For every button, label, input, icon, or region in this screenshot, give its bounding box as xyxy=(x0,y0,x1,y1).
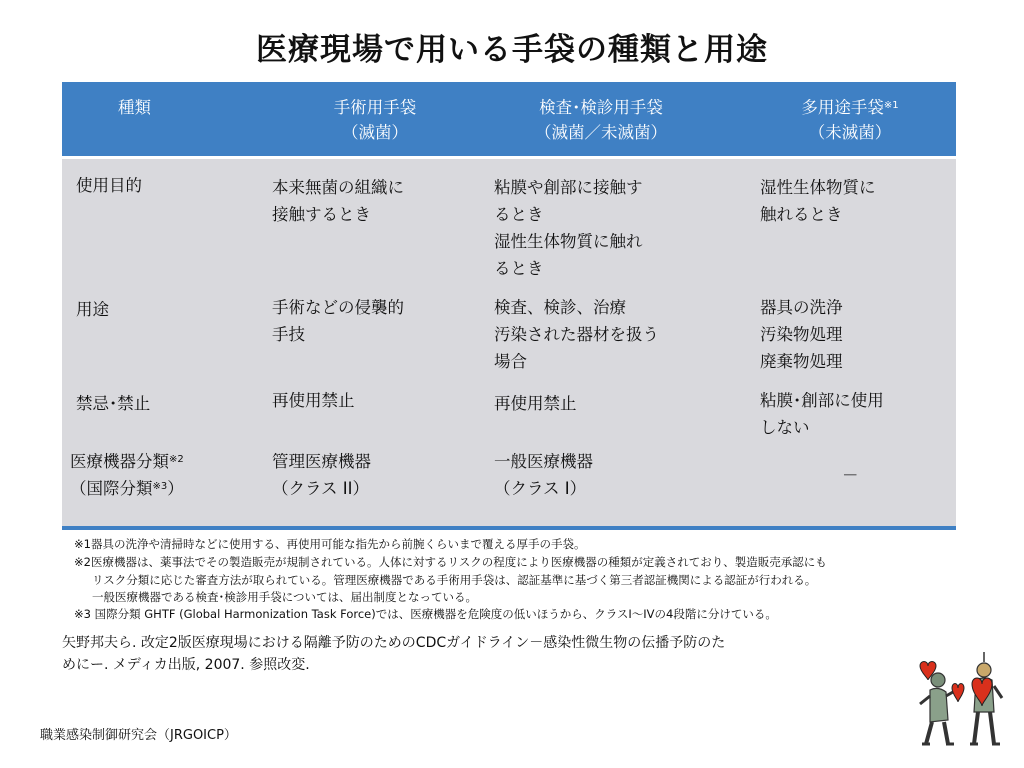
cell-use-surgical xyxy=(272,294,404,348)
cell-line: 器具の洗浄 xyxy=(760,298,843,317)
cell-line: － xyxy=(842,466,859,485)
cell-line: 管理医療機器 xyxy=(272,452,371,471)
cell-purpose-multipurpose xyxy=(760,174,876,228)
header-multipurpose-line1 xyxy=(760,95,940,120)
cell-line: 粘膜や創部に接触す xyxy=(494,178,643,197)
mascot-left-icon xyxy=(920,662,964,745)
cell-line: るとき xyxy=(494,259,544,278)
header-multipurpose xyxy=(760,95,940,145)
footnote-mark-1: ※1 xyxy=(883,100,899,111)
cell-line: 一般医療機器 xyxy=(494,452,593,471)
cell-line: （クラス I） xyxy=(494,479,587,498)
header-multipurpose-main: 多用途手袋 xyxy=(801,98,884,117)
cell-line: 再使用禁止 xyxy=(494,394,577,413)
cell-line: るとき xyxy=(494,205,544,224)
cell-line: 汚染物処理 xyxy=(760,325,843,344)
header-surgical xyxy=(282,95,468,145)
cell-use-exam xyxy=(494,294,659,375)
header-exam xyxy=(494,95,708,145)
cell-line: 接触するとき xyxy=(272,205,371,224)
cell-line: 湿性生体物質に触れ xyxy=(494,232,643,251)
cell-line: 湿性生体物質に xyxy=(760,178,876,197)
cell-line: （クラス II） xyxy=(272,479,369,498)
cell-use-multipurpose xyxy=(760,294,843,375)
row-label-class-line2 xyxy=(70,475,184,502)
header-exam-line1: 検査･検診用手袋 xyxy=(539,98,663,117)
cell-line: 廃棄物処理 xyxy=(760,352,843,371)
cell-prohibit-exam xyxy=(494,390,577,417)
cell-line: 手術などの侵襲的 xyxy=(272,298,404,317)
cell-line: 場合 xyxy=(494,352,527,371)
mascot-illustration-icon xyxy=(908,640,1008,752)
reference-line: 矢野邦夫ら. 改定2版医療現場における隔離予防のためのCDCガイドライン－感染性微生物の伝播予防のた xyxy=(62,635,726,651)
header-type: 種類 xyxy=(118,98,151,117)
footnote-2-cont: リスク分類に応じた審査方法が取られている。管理医療機器である手術用手袋は、認証基準に基づく第三者認証機関による認証が行われる。 xyxy=(92,573,817,587)
footnote-1: ※1器具の洗浄や清掃時などに使用する、再使用可能な指先から前腕くらいまで覆える厚手の手袋。 xyxy=(74,537,586,551)
cell-line: 手技 xyxy=(272,325,305,344)
table-header xyxy=(62,82,956,159)
cell-class-multipurpose xyxy=(842,462,859,489)
reference-line: めにー. メディカ出版, 2007. 参照改変. xyxy=(62,657,310,673)
header-multipurpose-sub: （未滅菌） xyxy=(808,123,892,142)
header-exam-line2: （滅菌／未滅菌） xyxy=(535,123,667,142)
cell-line: しない xyxy=(760,418,810,437)
organization-credit: 職業感染制御研究会（JRGOICP） xyxy=(40,728,237,743)
cell-prohibit-surgical xyxy=(272,387,355,414)
class-label-text: 医療機器分類 xyxy=(70,452,169,471)
cell-line: 検査、検診、治療 xyxy=(494,298,626,317)
intl-class-label-end: ） xyxy=(167,479,184,498)
row-label-class xyxy=(70,448,184,502)
cell-prohibit-multipurpose xyxy=(760,387,884,441)
row-label-purpose: 使用目的 xyxy=(76,176,142,195)
row-label-use: 用途 xyxy=(76,300,109,319)
cell-class-surgical xyxy=(272,448,371,502)
header-surgical-line1: 手術用手袋 xyxy=(333,98,417,117)
cell-class-exam xyxy=(494,448,593,502)
table-bottom-border xyxy=(62,526,956,530)
footnote-3: ※3 国際分類 GHTF (Global Harmonization Task Force)では、医療機器を危険度の低いほうから、クラスI～IVの4段階に分けている。 xyxy=(74,607,777,621)
header-surgical-line2: （滅菌） xyxy=(342,123,408,142)
cell-line: 触れるとき xyxy=(760,205,843,224)
row-label-prohibit: 禁忌･禁止 xyxy=(76,394,151,413)
row-label-class-line1 xyxy=(70,448,184,475)
mascot-right-icon xyxy=(970,652,1002,744)
reference xyxy=(62,632,725,676)
page-title: 医療現場で用いる手袋の種類と用途 xyxy=(256,32,768,68)
footnote-mark-3: ※3 xyxy=(152,481,168,492)
footnote-2-cont: 一般医療機器である検査･検診用手袋については、届出制度となっている。 xyxy=(92,590,478,604)
footnote-2: ※2医療機器は、薬事法でその製造販売が規制されている。人体に対するリスクの程度により医療機器の種類が定義されており、製造販売承認にも xyxy=(74,555,827,569)
cell-line: 汚染された器材を扱う xyxy=(494,325,659,344)
cell-line: 本来無菌の組織に xyxy=(272,178,404,197)
intl-class-label-text: （国際分類 xyxy=(70,479,153,498)
footnote-mark-2: ※2 xyxy=(169,454,184,465)
cell-line: 粘膜･創部に使用 xyxy=(760,391,884,410)
cell-purpose-exam xyxy=(494,174,643,282)
cell-purpose-surgical xyxy=(272,174,404,228)
glove-table xyxy=(62,82,956,530)
cell-line: 再使用禁止 xyxy=(272,391,355,410)
